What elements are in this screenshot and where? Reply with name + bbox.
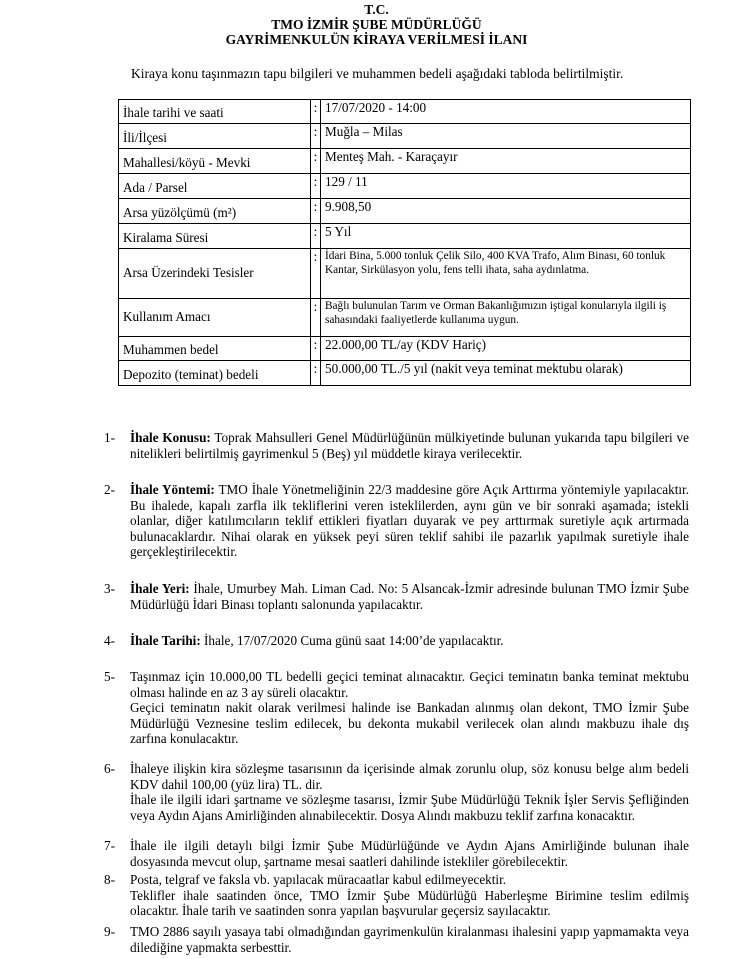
table-row (119, 299, 691, 337)
row-label: Depozito (teminat) bedeli (119, 361, 311, 386)
item-text: Toprak Mahsulleri Genel Müdürlüğünün mülkiyetinde bulunan yukarıda tapu bilgileri ve nitelikleri belirtilmiş gayrimenkul 5 (Beş) yıl müddetle kiraya verilecektir. (130, 430, 689, 461)
list-item (104, 669, 689, 747)
list-item (104, 838, 689, 869)
table-row (119, 149, 691, 174)
row-separator: : (311, 100, 321, 124)
item-text: İhale, Umurbey Mah. Liman Cad. No: 5 Alsancak-İzmir adresinde bulunan TMO İzmir Şube Müdürlüğü İdari Binası toplantı salonunda yapılacaktır. (130, 581, 689, 612)
table-row (119, 361, 691, 386)
row-value: Menteş Mah. - Karaçayır (321, 149, 691, 174)
row-value: 5 Yıl (321, 224, 691, 249)
list-item (104, 924, 689, 955)
row-label: Kiralama Süresi (119, 224, 311, 249)
intro-text: Kiraya konu taşınmazın tapu bilgileri ve muhammen bedeli aşağıdaki tabloda belirtilmiştir. (131, 66, 624, 81)
row-value: Muğla – Milas (321, 124, 691, 149)
table-row (119, 174, 691, 199)
list-item (104, 430, 689, 461)
list-item (104, 633, 689, 649)
item-number: 1- (104, 430, 115, 445)
item-text: İhaleye ilişkin kira sözleşme tasarısının da içerisinde almak zorunlu olup, söz konusu belge alım bedeli KDV dahil 100,00 (yüz lira) TL. dir. (130, 761, 689, 792)
header-line-office: TMO İZMİR ŞUBE MÜDÜRLÜĞÜ (271, 17, 482, 32)
item-number: 6- (104, 761, 115, 776)
item-number: 7- (104, 838, 115, 853)
list-item (104, 581, 689, 612)
row-separator: : (311, 149, 321, 174)
item-text: İhale, 17/07/2020 Cuma günü saat 14:00’de yapılacaktır. (200, 633, 504, 648)
item-text-continued: Geçici teminatın nakit olarak verilmesi halinde ise Bankadan alınmış olan dekont, TMO İzmir Şube Müdürlüğü Veznesine teslim edilecek, bu dekonta mukabil verilecek olan alındı makbuzu ihale dış zarfına konulacaktır. (130, 700, 689, 746)
row-separator: : (311, 199, 321, 224)
table-row (119, 249, 691, 299)
row-separator: : (311, 249, 321, 299)
item-text: TMO İhale Yönetmeliğinin 22/3 maddesine göre Açık Arttırma yöntemiyle yapılacaktır. Bu ihalede, kapalı zarfla ilk tekliflerini veren isteklilerden, aynı gün ve bir sonraki aşamada; istekli olanlar, diğer katılımcıların teklif ettikleri fiyatları duyarak ve pey arttırmak suretiyle açık artırmada bulunacaklardır. Nihai olarak en yüksek peyi süren teklif sahibi ile pazarlık yapılmak suretiyle ihale gerçekleştirilecektir. (130, 482, 689, 559)
row-label: Arsa Üzerindeki Tesisler (119, 249, 311, 299)
row-separator: : (311, 124, 321, 149)
table-row (119, 337, 691, 361)
row-label: Ada / Parsel (119, 174, 311, 199)
list-item (104, 761, 689, 823)
item-heading: İhale Yöntemi: (130, 482, 215, 497)
row-value: İdari Bina, 5.000 tonluk Çelik Silo, 400 KVA Trafo, Alım Binası, 60 tonluk Kantar, Sirkülasyon yolu, fens telli ihata, saha aydınlatma. (321, 249, 691, 299)
row-value: 22.000,00 TL/ay (KDV Hariç) (321, 337, 691, 361)
header-line-tc: T.C. (364, 2, 389, 17)
list-item (104, 872, 689, 919)
item-number: 2- (104, 482, 115, 497)
item-text-continued: İhale ile ilgili idari şartname ve sözleşme tasarısı, İzmir Şube Müdürlüğü Teknik İşler Servis Şefliğinden veya Aydın Ajans Amirliğinden alınabilecektir. Dosya Alındı makbuzu teklif zarfına konacaktır. (130, 792, 689, 823)
row-label: İhale tarihi ve saati (119, 100, 311, 124)
item-heading: İhale Tarihi: (130, 633, 201, 648)
list-item (104, 482, 689, 560)
table-row (119, 124, 691, 149)
item-text: İhale ile ilgili detaylı bilgi İzmir Şube Müdürlüğünde ve Aydın Ajans Amirliğinde bulunan ihale dosyasında mevcut olup, şartname mesai saatleri dahilinde istekliler görebilecektir. (130, 838, 689, 869)
row-separator: : (311, 361, 321, 386)
row-label: İli/İlçesi (119, 124, 311, 149)
table-row (119, 100, 691, 124)
property-info-table (118, 99, 691, 386)
table-row (119, 224, 691, 249)
item-number: 9- (104, 924, 115, 939)
item-number: 8- (104, 872, 115, 887)
item-text: Taşınmaz için 10.000,00 TL bedelli geçici teminat alınacaktır. Geçici teminatın banka teminat mektubu olması halinde en az 3 ay süreli olacaktır. (130, 669, 689, 700)
row-value: 129 / 11 (321, 174, 691, 199)
row-value: 9.908,50 (321, 199, 691, 224)
row-separator: : (311, 224, 321, 249)
item-text: TMO 2886 sayılı yasaya tabi olmadığından gayrimenkulün kiralanması ihalesini yapıp yapmamakta veya dilediğine yapmakta serbesttir. (130, 924, 689, 955)
table-row (119, 199, 691, 224)
row-label: Muhammen bedel (119, 337, 311, 361)
item-text: Posta, telgraf ve faksla vb. yapılacak müracaatlar kabul edilmeyecektir. (130, 872, 507, 887)
row-separator: : (311, 299, 321, 337)
item-number: 4- (104, 633, 115, 648)
row-label: Arsa yüzölçümü (m²) (119, 199, 311, 224)
item-number: 5- (104, 669, 115, 684)
row-value: Bağlı bulunulan Tarım ve Orman Bakanlığımızın iştigal konularıyla ilgili iş sahasındaki faaliyetlerde kullanıma uygun. (321, 299, 691, 337)
item-heading: İhale Konusu: (130, 430, 211, 445)
item-heading: İhale Yeri: (130, 581, 190, 596)
row-value: 17/07/2020 - 14:00 (321, 100, 691, 124)
row-separator: : (311, 337, 321, 361)
row-separator: : (311, 174, 321, 199)
row-value: 50.000,00 TL./5 yıl (nakit veya teminat mektubu olarak) (321, 361, 691, 386)
item-number: 3- (104, 581, 115, 596)
row-label: Mahallesi/köyü - Mevki (119, 149, 311, 174)
header-line-title: GAYRİMENKULÜN KİRAYA VERİLMESİ İLANI (225, 32, 528, 47)
item-text-continued: Teklifler ihale saatinden önce, TMO İzmir Şube Müdürlüğü Haberleşme Birimine teslim edilmiş olacaktır. İhale tarih ve saatinden sonra yapılan başvurular geçersiz sayılacaktır. (130, 887, 689, 918)
row-label: Kullanım Amacı (119, 299, 311, 337)
